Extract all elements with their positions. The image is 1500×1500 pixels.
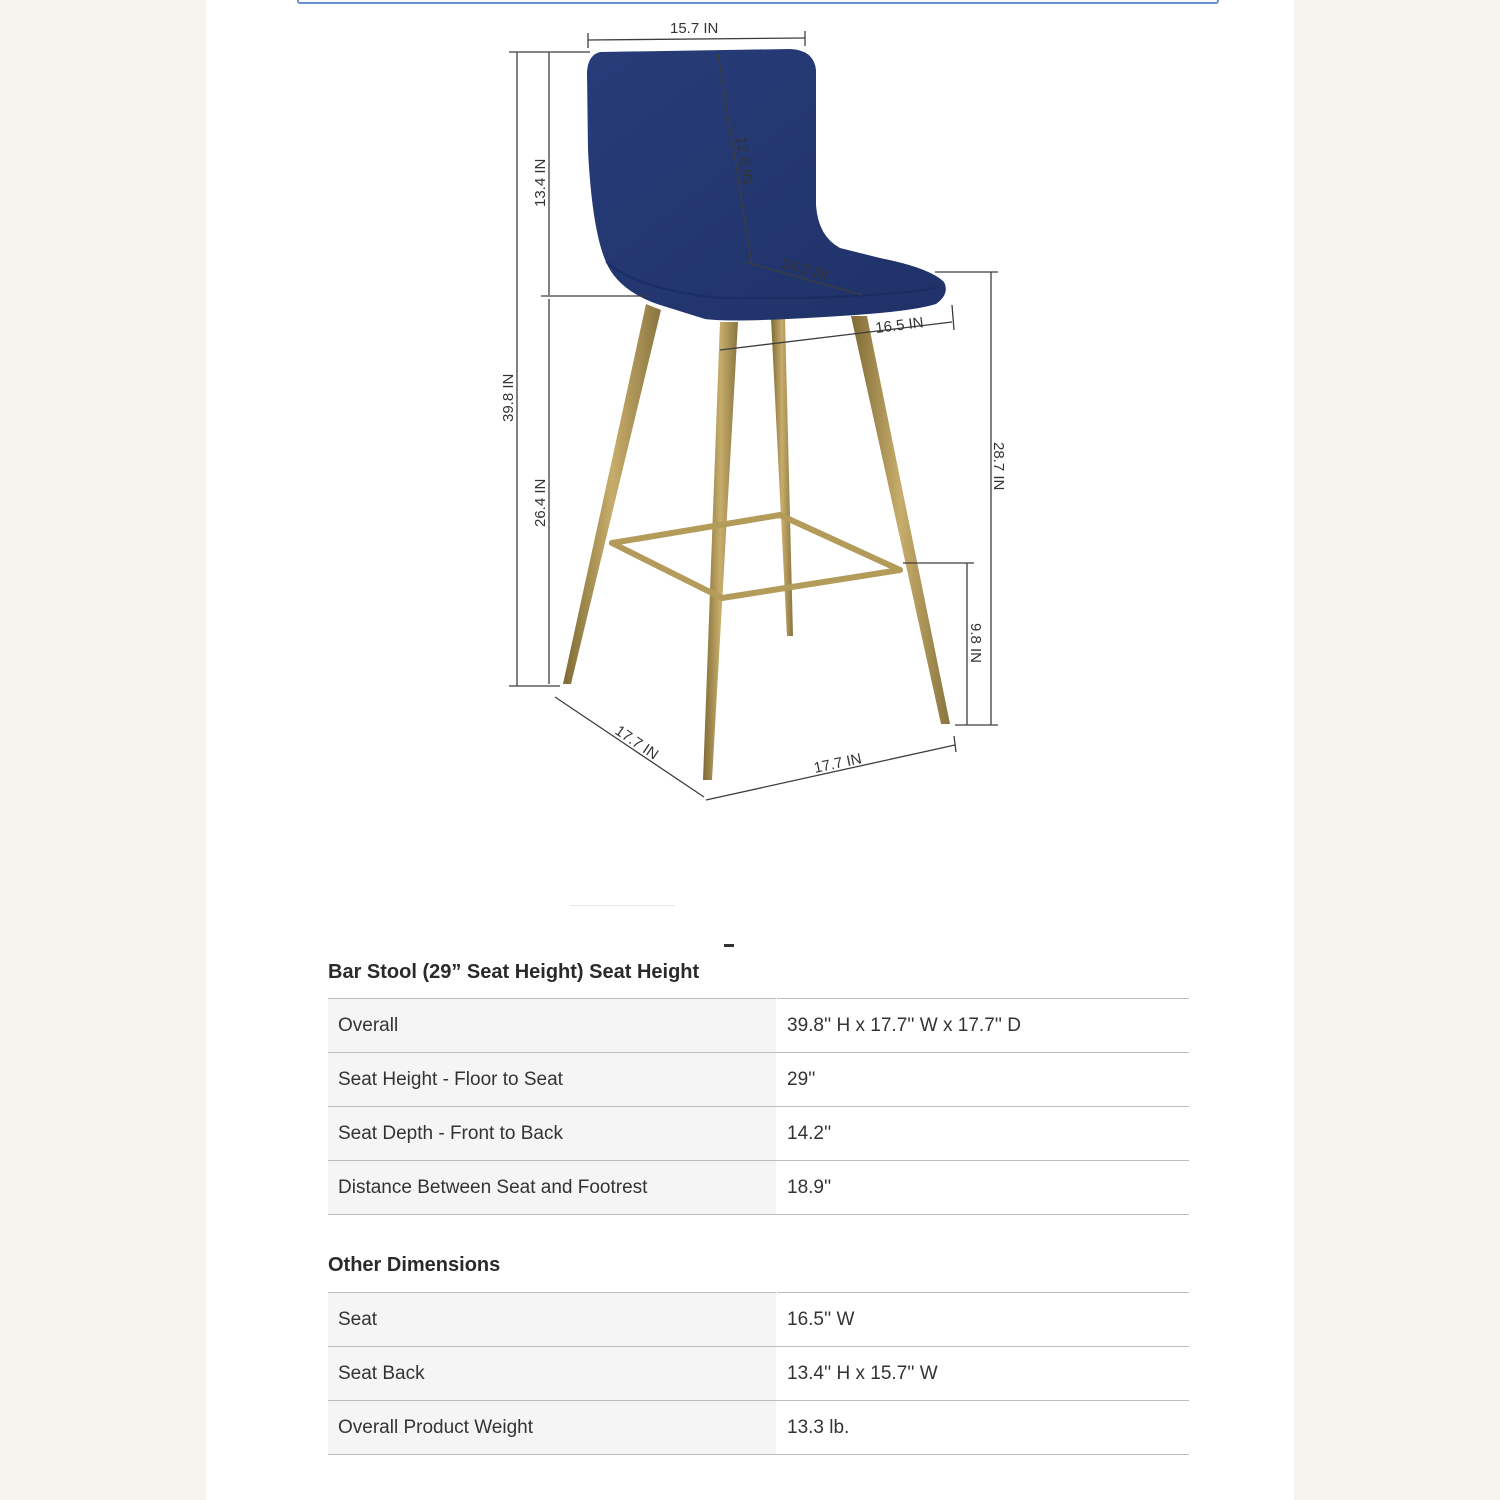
dim-overall-height: 39.8 IN bbox=[500, 373, 517, 422]
dim-right-height: 28.7 IN bbox=[990, 442, 1007, 491]
spec-table-seat-height bbox=[328, 998, 1189, 1215]
spec-value: 13.3 lb. bbox=[777, 1401, 1190, 1455]
spec-label: Seat Depth - Front to Back bbox=[328, 1107, 777, 1161]
dim-base-left: 17.7 IN bbox=[611, 722, 662, 764]
dim-back-face: 12.6 IN bbox=[732, 134, 757, 186]
dim-top-width: 15.7 IN bbox=[670, 20, 719, 37]
table-row bbox=[328, 1293, 1189, 1347]
spec-label: Distance Between Seat and Footrest bbox=[328, 1161, 777, 1215]
table-row bbox=[328, 1107, 1189, 1161]
table-row bbox=[328, 999, 1189, 1053]
spec-value: 16.5'' W bbox=[777, 1293, 1190, 1347]
dim-base-right: 17.7 IN bbox=[812, 750, 864, 777]
decorative-mark bbox=[724, 944, 734, 947]
front-leg bbox=[703, 322, 738, 780]
spec-label: Seat Back bbox=[328, 1347, 777, 1401]
spec-table-other-dimensions bbox=[328, 1292, 1189, 1455]
spec-label: Seat Height - Floor to Seat bbox=[328, 1053, 777, 1107]
spec-value: 39.8'' H x 17.7'' W x 17.7'' D bbox=[777, 999, 1190, 1053]
section-title-seat-height: Bar Stool (29” Seat Height) Seat Height bbox=[328, 961, 700, 983]
spec-value: 14.2'' bbox=[777, 1107, 1190, 1161]
table-row bbox=[328, 1053, 1189, 1107]
dim-seat-width: 16.5 IN bbox=[874, 314, 925, 337]
table-row bbox=[328, 1347, 1189, 1401]
spec-value: 13.4'' H x 15.7'' W bbox=[777, 1347, 1190, 1401]
seat-shell bbox=[587, 49, 946, 320]
table-row bbox=[328, 1161, 1189, 1215]
spec-label: Overall Product Weight bbox=[328, 1401, 777, 1455]
left-leg bbox=[563, 304, 661, 684]
spec-value: 29'' bbox=[777, 1053, 1190, 1107]
right-leg bbox=[851, 316, 950, 724]
section-title-other-dimensions: Other Dimensions bbox=[328, 1254, 501, 1276]
dim-footrest-height: 9.8 IN bbox=[967, 623, 984, 664]
spec-label: Overall bbox=[328, 999, 777, 1053]
table-row bbox=[328, 1401, 1189, 1455]
spec-value: 18.9'' bbox=[777, 1161, 1190, 1215]
spec-label: Seat bbox=[328, 1293, 777, 1347]
dim-seat-depth: 14.2 IN bbox=[778, 254, 831, 285]
dim-back-height: 13.4 IN bbox=[532, 158, 549, 207]
dim-seat-to-floor: 26.4 IN bbox=[532, 478, 549, 527]
divider bbox=[570, 905, 675, 906]
footrest bbox=[612, 515, 900, 598]
